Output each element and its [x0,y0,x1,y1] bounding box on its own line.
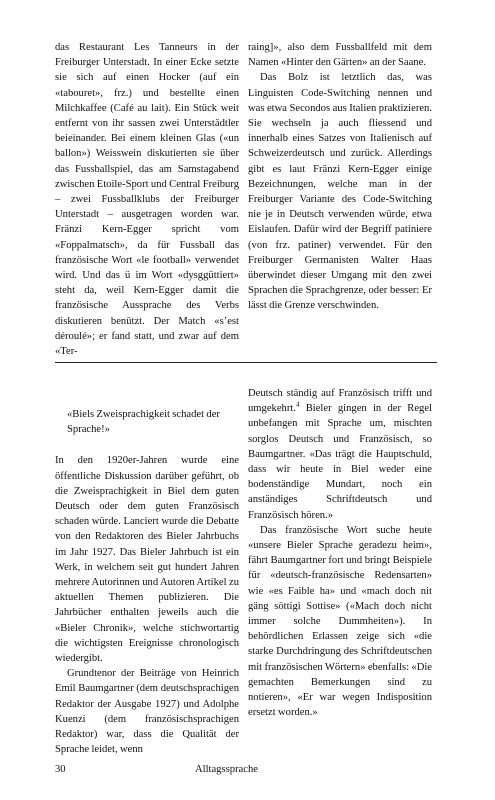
section-heading: «Biels Zweisprachigkeit schadet der Sprache!» [67,409,220,436]
footnote-reference: 4 [295,400,300,409]
bottom-right-column [248,386,432,720]
section-divider [55,362,437,363]
page-number: 30 [55,764,66,775]
paragraph-text: Deutsch ständig auf Französisch trifft und umgekehrt. [248,388,432,415]
paragraph: das Restaurant Les Tanneurs in der Freiburger Unterstadt. In einer Ecke setzte sie sich auf einen Hocker (auf ein «tabouret», frz.) und bestellte einen Milchkaffee (Café au lait). Ein Stück weit entfernt von ihr sassen zwei Unterstädtler beieinander. Bei einem kleinen Glas («un ballon») Weisswein diskutierten sie über das Fussballspiel, das am Samstagabend zwischen Etoile-Sport und Central Freiburg – zwei Fussballklubs der Freiburger Unterstadt – ausgetragen worden war. Fränzi Kern-Egger spricht vom «Foppalmatsch», da für Fussball das französische Wort «le football» verwendet wird. Und das ü im Wort «dysggüttiert» steht da, weil Kern-Egger damit die französische Aussprache des Verbs diskutieren benützt. Der Match «s’est déroulé»; er fand statt, und zwar auf dem «Ter- [55,42,239,358]
top-right-column [248,40,432,314]
paragraph: Das französische Wort suche heute «unsere Bieler Sprache geradezu heim», fährt Baumgartner fort und bringt Beispiele für «deutsch-französische Redensarten» wie «es Faible ha» und «mach doch nit gäng söttigi Sottise» («Mach doch nicht immer solche Dummheiten»). In behördlichen Erlassen zeige sich «die starke Durchdringung des Schriftdeutschen mit französischen Wörtern» ebenfalls: «Die gemachten Bemerkungen sind zu notieren», «Er war wegen Indisposition ersetzt worden.» [248,524,432,719]
paragraph: In den 1920er-Jahren wurde eine öffentliche Diskussion darüber geführt, ob die Zweisprachigkeit in Biel dem guten Deutsch oder dem guten Französisch schaden würde. Lanciert wurde die Debatte von den Redaktoren des Bieler Jahrbuchs im Jahr 1927. Das Bieler Jahrbuch ist ein Werk, in welchem seit gut hundert Jahren mehrere Autorinnen und Autoren Artikel zu aktuellen Themen publizieren. Die Jahrbücher enthalten jeweils auch die «Bieler Chronik», welche stichwortartig die wichtigsten Ereignisse chronologisch wiedergibt. [55,455,239,665]
running-head: Alltagssprache [195,764,258,775]
bottom-left-column [55,407,239,757]
paragraph: Grundtenor der Beiträge von Heinrich Emil Baumgartner (dem deutschsprachigen Redaktor der Ausgabe 1927) und Adolphe Kuenzi (dem französischsprachigen Redaktor) war, dass die Qualität der Sprache leidet, wenn [55,668,239,756]
paragraph-text: Bieler gingen in der Regel unbefangen mit Sprache um, mischten sorglos Deutsch und Französisch, so Baumgartner. «Das trägt die Hauptschuld, dass wir heute in Biel weder eine bodenständige Mundart, noch ein anständiges Schriftdeutsch und Französisch hören.» [248,403,432,521]
paragraph: raing]», also dem Fussballfeld mit dem Namen «Hinter den Gärten» an der Saane. [248,42,432,69]
paragraph: Das Bolz ist letztlich das, was Linguisten Code-Switching nennen und was etwa Secondos aus Italien praktizieren. Sie wechseln ja auch fliessend und innerhalb eines Satzes von Italienisch auf Schweizerdeutsch und zurück. Allerdings gibt es laut Fränzi Kern-Egger einige Bezeichnungen, welche man in der Freiburger Variante des Code-Switching nie je in Deutsch verwenden würde, etwa Eislaufen. Dafür wird der Begriff patiniere (von frz. patiner) verwendet. Für den Freiburger Germanisten Walter Haas überwindet dieser Umgang mit den zwei Sprachen die Sprachgrenze, oder besser: Er lässt die Grenze verschwinden. [248,72,432,312]
top-left-column [55,40,239,359]
paragraph [248,386,432,523]
